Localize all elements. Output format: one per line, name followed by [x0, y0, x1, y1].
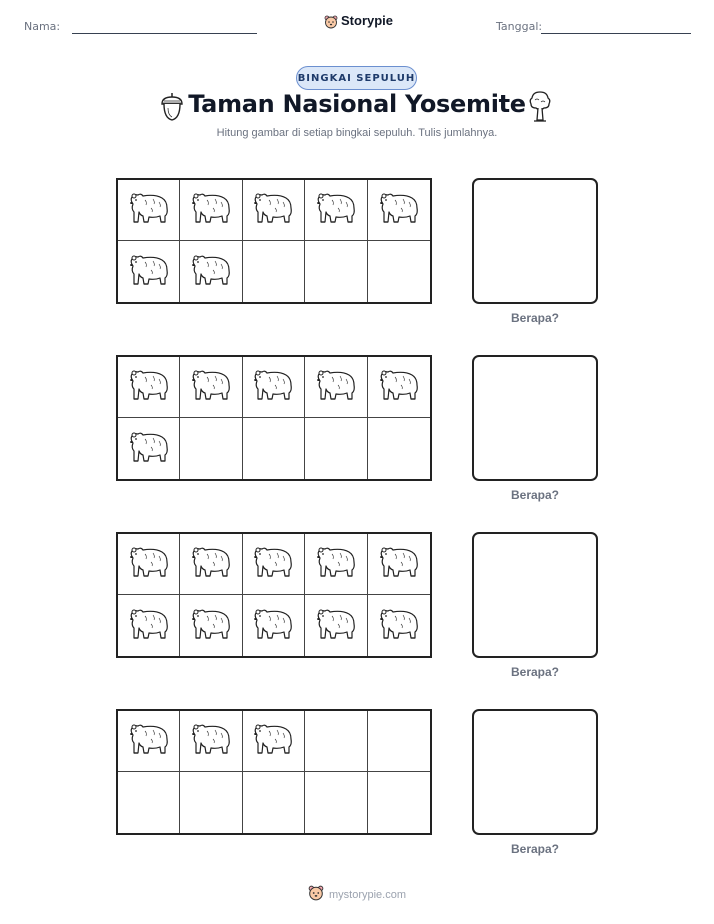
- bear-icon: [127, 606, 171, 646]
- bear-icon: [251, 367, 295, 407]
- storypie-footer-logo-icon: [308, 885, 324, 905]
- bear-icon: [127, 544, 171, 584]
- ten-frame: [116, 709, 432, 835]
- answer-box[interactable]: [472, 178, 598, 304]
- name-field[interactable]: [72, 33, 257, 34]
- frame-cell: [180, 534, 242, 595]
- bear-icon: [377, 544, 421, 584]
- name-label: Nama:: [24, 20, 61, 33]
- frame-cell: [368, 534, 430, 595]
- frame-cell: [180, 418, 242, 479]
- frame-cell: [180, 772, 242, 833]
- bear-icon: [314, 544, 358, 584]
- frame-cell: [118, 357, 180, 418]
- frame-cell: [305, 772, 367, 833]
- date-label: Tanggal:: [496, 20, 543, 33]
- ten-frame: [116, 532, 432, 658]
- frame-cell: [368, 711, 430, 772]
- frame-cell: [243, 772, 305, 833]
- bear-icon: [189, 606, 233, 646]
- ten-frame: [116, 178, 432, 304]
- frame-cell: [305, 357, 367, 418]
- footer-url[interactable]: mystorypie.com: [328, 889, 407, 901]
- instructions: Hitung gambar di setiap bingkai sepuluh. Tulis jumlahnya.: [216, 127, 498, 139]
- footer: [0, 885, 714, 905]
- frame-cell: [368, 180, 430, 241]
- frame-cell: [368, 241, 430, 302]
- bear-icon: [127, 252, 171, 292]
- answer-box[interactable]: [472, 355, 598, 481]
- frame-cell: [368, 418, 430, 479]
- answer-box[interactable]: [472, 709, 598, 835]
- page-title: Taman Nasional Yosemite: [188, 90, 526, 118]
- bear-icon: [127, 721, 171, 761]
- bear-icon: [189, 252, 233, 292]
- frame-cell: [180, 357, 242, 418]
- bear-icon: [251, 190, 295, 230]
- bear-icon: [314, 190, 358, 230]
- bear-icon: [127, 190, 171, 230]
- bear-icon: [189, 190, 233, 230]
- frame-cell: [180, 595, 242, 656]
- bear-icon: [189, 544, 233, 584]
- answer-prompt: Berapa?: [510, 488, 560, 502]
- frame-cell: [243, 534, 305, 595]
- badge-label: BINGKAI SEPULUH: [297, 72, 416, 84]
- brand-name: Storypie: [341, 13, 394, 28]
- frame-cell: [368, 595, 430, 656]
- frame-cell: [118, 180, 180, 241]
- frame-cell: [368, 357, 430, 418]
- bear-icon: [189, 721, 233, 761]
- worksheet-header: [0, 0, 714, 50]
- frame-cell: [180, 241, 242, 302]
- frame-cell: [305, 534, 367, 595]
- bear-icon: [314, 606, 358, 646]
- bear-icon: [127, 429, 171, 469]
- frame-cell: [305, 241, 367, 302]
- answer-prompt: Berapa?: [510, 665, 560, 679]
- brand: [324, 13, 393, 28]
- bear-icon: [377, 367, 421, 407]
- bear-icon: [377, 606, 421, 646]
- frame-cell: [118, 711, 180, 772]
- bear-icon: [251, 721, 295, 761]
- frame-cell: [305, 711, 367, 772]
- date-field[interactable]: [541, 33, 691, 34]
- frame-cell: [243, 595, 305, 656]
- frame-cell: [118, 534, 180, 595]
- answer-prompt: Berapa?: [510, 842, 560, 856]
- frame-cell: [243, 418, 305, 479]
- bear-icon: [251, 544, 295, 584]
- frame-cell: [243, 180, 305, 241]
- bear-icon: [377, 190, 421, 230]
- answer-prompt: Berapa?: [510, 311, 560, 325]
- frame-cell: [243, 711, 305, 772]
- bear-icon: [127, 367, 171, 407]
- frame-cell: [243, 357, 305, 418]
- frame-cell: [118, 418, 180, 479]
- frame-cell: [118, 241, 180, 302]
- answer-box[interactable]: [472, 532, 598, 658]
- bear-icon: [251, 606, 295, 646]
- frame-cell: [180, 711, 242, 772]
- frame-cell: [180, 180, 242, 241]
- worksheet-type-badge: [296, 66, 417, 90]
- ten-frame: [116, 355, 432, 481]
- storypie-logo-icon: [324, 14, 338, 28]
- frame-cell: [305, 418, 367, 479]
- frame-cell: [305, 595, 367, 656]
- bear-icon: [314, 367, 358, 407]
- frame-cell: [118, 772, 180, 833]
- frame-cell: [243, 241, 305, 302]
- frame-cell: [118, 595, 180, 656]
- frame-cell: [305, 180, 367, 241]
- frame-cell: [368, 772, 430, 833]
- bear-icon: [189, 367, 233, 407]
